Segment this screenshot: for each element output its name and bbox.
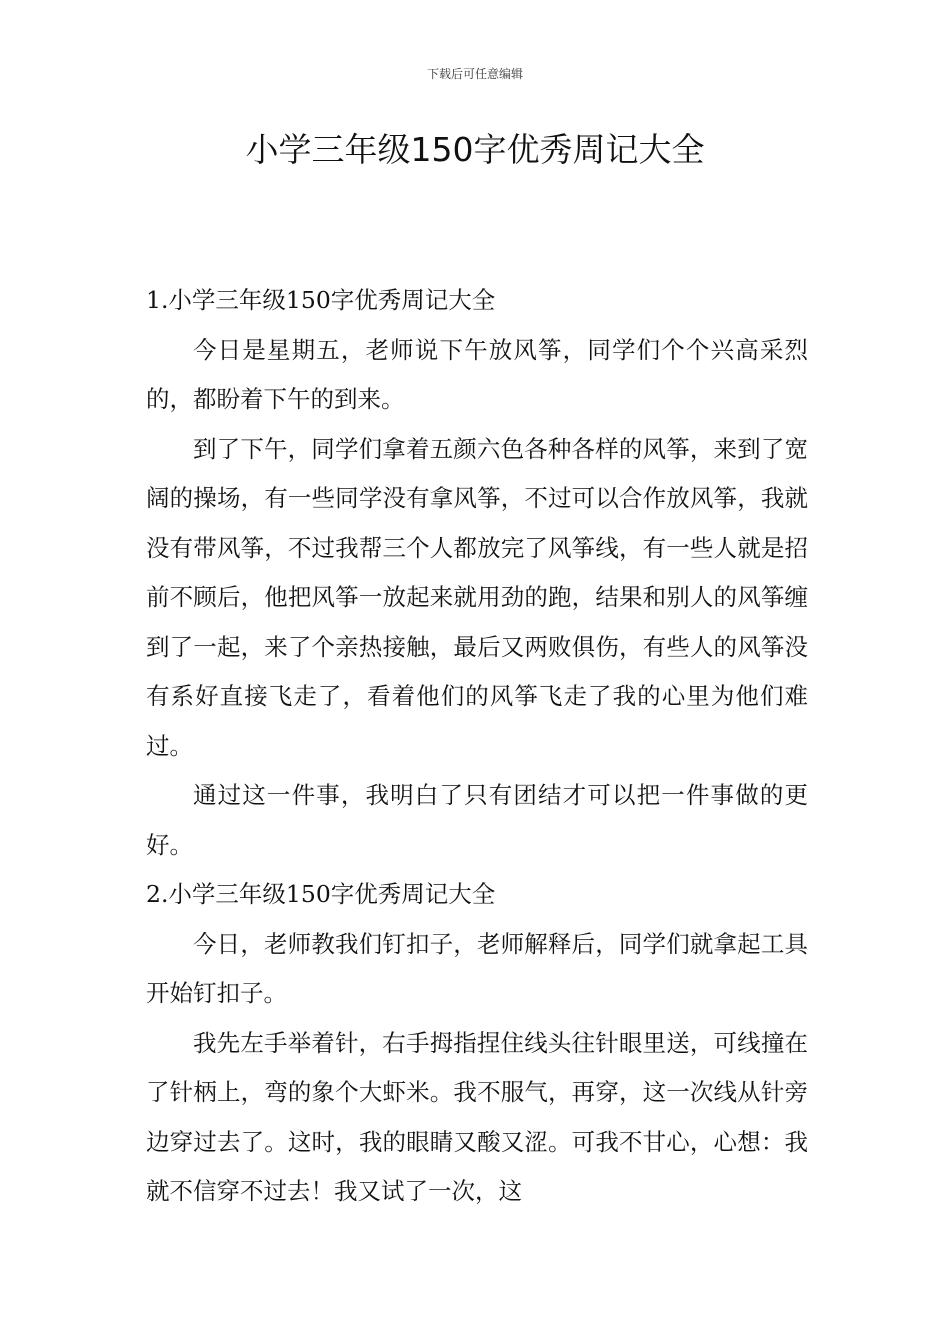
paragraph: 通过这一件事，我明白了只有团结才可以把一件事做的更好。 xyxy=(146,781,808,859)
document-title: 小学三年级150字优秀周记大全 xyxy=(245,130,705,169)
paragraph: 今日，老师教我们钉扣子，老师解释后，同学们就拿起工具开始钉扣子。 xyxy=(146,929,808,1007)
section-heading-1: 1.小学三年级150字优秀周记大全 xyxy=(146,286,496,314)
header-note: 下载后可任意编辑 xyxy=(426,67,523,81)
section-heading-2: 2.小学三年级150字优秀周记大全 xyxy=(146,880,496,908)
paragraph: 今日是星期五，老师说下午放风筝，同学们个个兴高采烈的，都盼着下午的到来。 xyxy=(146,335,808,413)
document-body xyxy=(146,276,808,1217)
paragraph: 到了下午，同学们拿着五颜六色各种各样的风筝，来到了宽阔的操场，有一些同学没有拿风筝，不过可以合作放风筝，我就没有带风筝，不过我帮三个人都放完了风筝线，有一些人就是招前不顾后，他把风筝一放起来就用劲的跑，结果和别人的风筝缠到了一起，来了个亲热接触，最后又两败俱伤，有些人的风筝没有系好直接飞走了，看着他们的风筝飞走了我的心里为他们难过。 xyxy=(146,434,808,760)
paragraph: 我先左手举着针，右手拇指捏住线头往针眼里送，可线撞在了针柄上，弯的象个大虾米。我不服气，再穿，这一次线从针旁边穿过去了。这时，我的眼睛又酸又涩。可我不甘心，心想：我就不信穿不过去！我又试了一次，这 xyxy=(146,1028,808,1205)
